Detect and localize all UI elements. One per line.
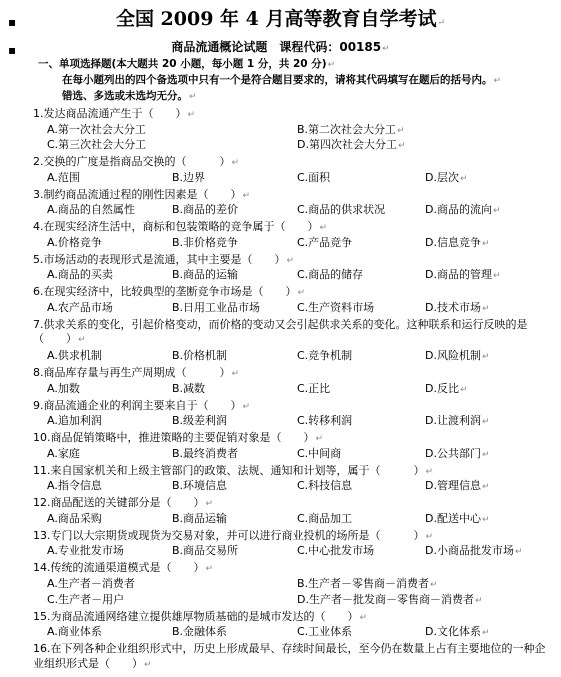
question-item [33, 463, 548, 493]
question-item [33, 252, 548, 282]
question-stem: 15.为商品流通网络建立提供雄厚物质基础的是城市发达的（ ）↵ [33, 609, 368, 623]
question-item [33, 285, 548, 314]
option-d: D.反比↵ [425, 381, 468, 395]
question-item [33, 317, 548, 363]
option-d: D.技术市场↵ [425, 300, 490, 314]
option-c: C.科技信息 [297, 479, 353, 493]
question-item [33, 431, 548, 460]
option-a: A.范围 [47, 170, 80, 184]
option-d: D.文化体系↵ [425, 625, 490, 639]
question-item [33, 107, 548, 152]
option-d: D.管理信息↵ [425, 479, 490, 493]
question-stem: 8.商品库存量与再生产周期成（ ）↵ [33, 366, 240, 380]
question-item [33, 155, 548, 184]
question-stem: 7.供求关系的变化，引起价格变动，而价格的变动又会引起供求关系的变化。这种联系和运行反映的是（ ）↵ [33, 317, 528, 346]
option-c: C.第三次社会大分工 [47, 138, 147, 152]
option-d: D.风险机制↵ [425, 349, 490, 363]
section-instruction: 在每小题列出的四个备选项中只有一个是符合题目要求的，请将其代码填写在题后的括号内。↵ [62, 74, 502, 86]
option-d: D.小商品批发市场↵ [425, 544, 523, 558]
option-a: A.追加利润 [47, 414, 102, 428]
option-c: C.面积 [297, 170, 331, 184]
option-b: B.最终消费者 [172, 446, 239, 460]
option-c: C.中间商 [297, 446, 342, 460]
option-d: D.配送中心↵ [425, 511, 490, 525]
option-d: D.层次↵ [425, 170, 468, 184]
option-d: D.让渡利润↵ [425, 414, 490, 428]
option-c: C.商品的供求状况 [297, 203, 386, 217]
question-stem: 6.在现实经济中，比较典型的垄断竞争市场是（ ）↵ [33, 285, 306, 299]
option-c: C.生产资料市场 [297, 300, 375, 314]
option-a: A.家庭 [47, 446, 80, 460]
question-stem: 1.发达商品流通产生于（ ）↵ [33, 107, 196, 120]
page-title: 全国 2009 年 4 月高等教育自学考试↵ [115, 8, 446, 30]
option-a: A.生产者－消费者 [47, 576, 135, 590]
option-b: B.商品交易所 [172, 544, 239, 558]
question-stem: 12.商品配送的关键部分是（ ）↵ [33, 496, 214, 510]
option-b: B.减数 [172, 381, 206, 395]
option-b: B.生产者－零售商－消费者↵ [297, 576, 438, 590]
question-stem: 3.制约商品流通过程的刚性因素是（ ）↵ [33, 187, 251, 201]
option-a: A.商品的买卖 [47, 268, 113, 282]
question-item [33, 398, 548, 428]
question-stem: 11.来自国家机关和上级主管部门的政策、法规、通知和计划等，属于（ ）↵ [33, 463, 434, 477]
option-b: B.边界 [172, 170, 206, 184]
option-b: B.第二次社会大分工↵ [297, 122, 405, 136]
option-d: D.生产者－批发商－零售商－消费者↵ [297, 592, 483, 606]
option-c: C.生产者－用户 [47, 592, 125, 606]
option-d: D.第四次社会大分工↵ [297, 138, 406, 152]
question-item [33, 561, 548, 606]
option-a: A.价格竞争 [47, 235, 102, 249]
option-c: C.正比 [297, 381, 331, 395]
question-stem: 13.专门以大宗期货或现货为交易对象，并可以进行商业投机的场所是（ ）↵ [33, 528, 434, 542]
bullet-mark: ▪ [8, 15, 17, 29]
option-b: B.价格机制 [172, 349, 228, 363]
option-a: A.农产品市场 [47, 300, 113, 314]
question-item [33, 609, 548, 639]
option-b: B.非价格竞争 [172, 235, 239, 249]
question-item [33, 528, 548, 558]
question-stem: 4.在现实经济生活中，商标和包装策略的竞争属于（ ）↵ [33, 220, 328, 234]
option-c: C.商品加工 [297, 511, 353, 525]
option-d: D.公共部门↵ [425, 446, 490, 460]
question-item [33, 220, 548, 249]
option-a: A.商品的自然属性 [47, 203, 135, 217]
option-a: A.加数 [47, 381, 80, 395]
option-a: A.商品采购 [47, 511, 102, 525]
option-b: B.级差利润 [172, 414, 228, 428]
question-stem: 9.商品流通企业的利润主要来自于（ ）↵ [33, 398, 251, 412]
option-d: D.商品的管理↵ [425, 268, 501, 282]
section-heading: 一、单项选择题(本大题共 20 小题，每小题 1 分，共 20 分)↵ [38, 58, 336, 70]
option-d: D.商品的流向↵ [425, 203, 501, 217]
question-item [33, 187, 548, 217]
option-b: B.日用工业品市场 [172, 300, 261, 314]
option-c: C.产品竞争 [297, 235, 353, 249]
option-c: C.竞争机制 [297, 349, 353, 363]
question-item [33, 366, 548, 395]
section-instruction: 错选、多选或未选均无分。↵ [62, 90, 197, 102]
option-b: B.环境信息 [172, 479, 228, 493]
question-stem: 10.商品促销策略中，推进策略的主要促销对象是（ ）↵ [33, 431, 324, 445]
question-item [33, 496, 548, 525]
question-stem: 2.交换的广度是指商品交换的（ ）↵ [33, 155, 240, 169]
bullet-mark: ▪ [8, 43, 17, 57]
option-c: C.转移利润 [297, 414, 353, 428]
option-b: B.商品运输 [172, 511, 228, 525]
option-a: A.指令信息 [47, 479, 102, 493]
option-a: A.专业批发市场 [47, 544, 124, 558]
option-a: A.第一次社会大分工 [47, 122, 146, 136]
option-c: C.中心批发市场 [297, 544, 375, 558]
option-b: B.金融体系 [172, 625, 228, 639]
option-d: D.信息竞争↵ [425, 235, 490, 249]
option-a: A.供求机制 [47, 349, 102, 363]
option-c: C.商品的储存 [297, 268, 364, 282]
page-subtitle: 商品流通概论试题 课程代码：00185↵ [171, 40, 390, 54]
option-b: B.商品的运输 [172, 268, 239, 282]
option-b: B.商品的差价 [172, 203, 239, 217]
question-stem: 16.在下列各种企业组织形式中，历史上形成最早、存续时间最长，至今仍在数量上占有主要地位的一种企业组织形式是（ ）↵ [33, 642, 546, 670]
option-c: C.工业体系 [297, 625, 353, 639]
question-item [33, 642, 548, 672]
question-stem: 5.市场活动的表现形式是流通，其中主要是（ ）↵ [33, 252, 295, 266]
question-stem: 14.传统的流通渠道模式是（ ）↵ [33, 561, 214, 575]
option-a: A.商业体系 [47, 625, 102, 639]
